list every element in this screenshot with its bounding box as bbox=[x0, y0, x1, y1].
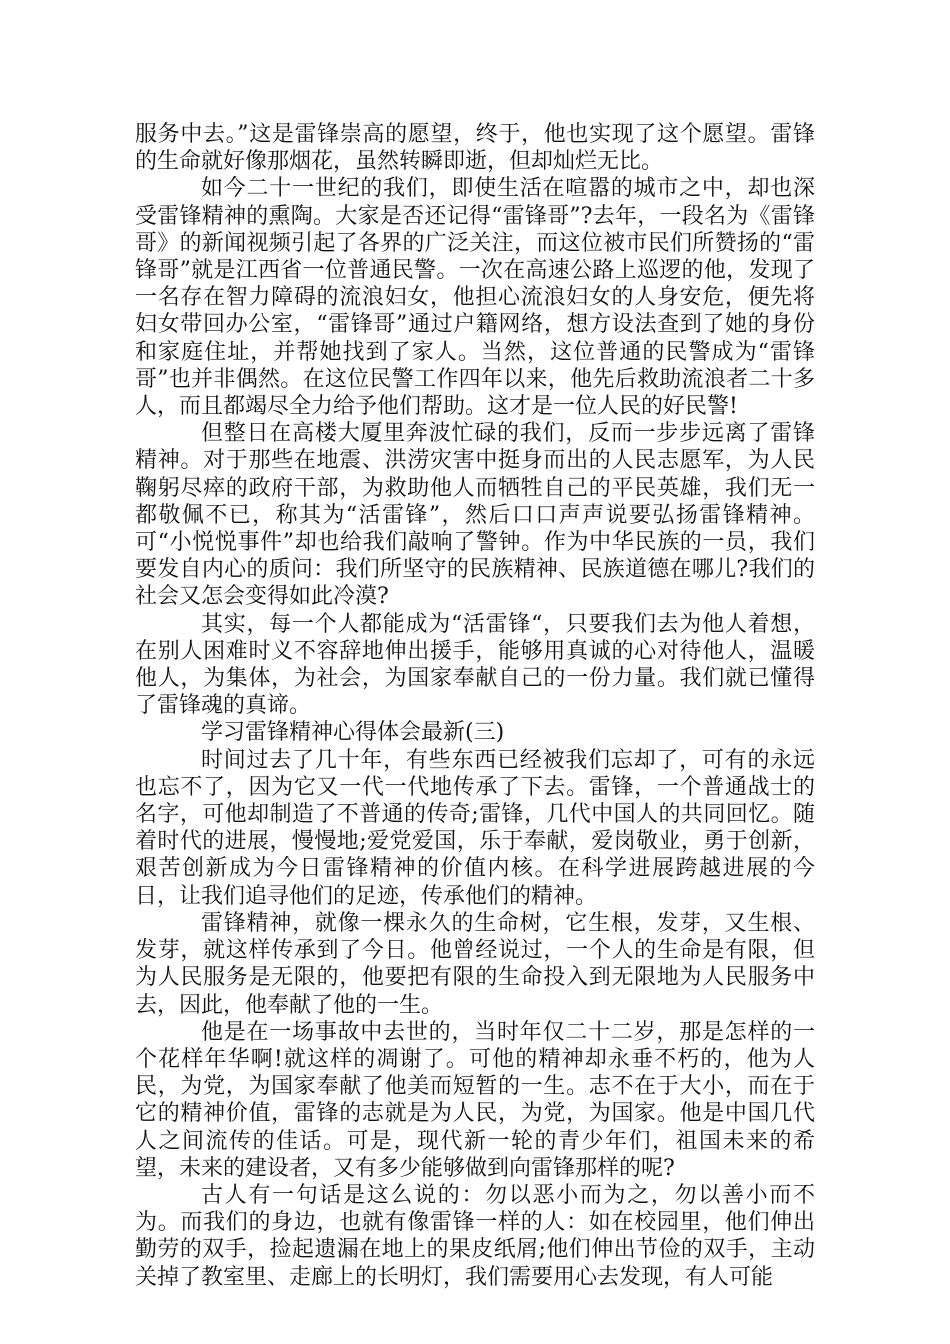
paragraph-1: 服务中去。”这是雷锋崇高的愿望，终于，他也实现了这个愿望。雷锋的生命就好像那烟花，虽然转瞬即逝，但却灿烂无比。 bbox=[135, 122, 815, 175]
paragraph-6: 雷锋精神，就像一棵永久的生命树，它生根，发芽，又生根、发芽，就这样传承到了今日。他曾经说过，一个人的生命是有限，但为人民服务是无限的，他要把有限的生命投入到无限地为人民服务中去，因此，他奉献了他的一生。 bbox=[135, 910, 815, 1018]
document-body bbox=[135, 121, 815, 1291]
paragraph-7: 他是在一场事故中去世的，当时年仅二十二岁，那是怎样的一个花样年华啊!就这样的凋谢了。可他的精神却永垂不朽的，他为人民，为党，为国家奉献了他美而短暂的一生。志不在于大小，而在于它的精神价值，雷锋的志就是为人民，为党，为国家。他是中国几代人之间流传的佳话。可是，现代新一轮的青少年们，祖国未来的希望，未来的建设者，又有多少能够做到向雷锋那样的呢? bbox=[135, 1019, 815, 1181]
paragraph-3: 但整日在高楼大厦里奔波忙碌的我们，反而一步步远离了雷锋精神。对于那些在地震、洪涝灾害中挺身而出的人民志愿军，为人民鞠躬尽瘁的政府干部，为救助他人而牺牲自己的平民英雄，我们无一都敬佩不已，称其为“活雷锋”，然后口口声声说要弘扬雷锋精神。可“小悦悦事件”却也给我们敲响了警钟。作为中华民族的一员，我们要发自内心的质问：我们所坚守的民族精神、民族道德在哪儿?我们的社会又怎会变得如此冷漠? bbox=[135, 421, 815, 610]
paragraph-4: 其实，每一个人都能成为“活雷锋“，只要我们去为他人着想，在别人困难时义不容辞地伸出援手，能够用真诚的心对待他人，温暖他人，为集体，为社会，为国家奉献自己的一份力量。我们就已懂得了雷锋魂的真谛。 bbox=[135, 611, 815, 719]
paragraph-2: 如今二十一世纪的我们，即使生活在喧嚣的城市之中，却也深受雷锋精神的熏陶。大家是否还记得“雷锋哥”?去年，一段名为《雷锋哥》的新闻视频引起了各界的广泛关注，而这位被市民们所赞扬的“雷锋哥”就是江西省一位普通民警。一次在高速公路上巡逻的他，发现了一名存在智力障碍的流浪妇女，他担心流浪妇女的人身安危，便先将妇女带回办公室，“雷锋哥”通过户籍网络，想方设法查到了她的身份和家庭住址，并帮她找到了家人。当然，这位普通的民警成为“雷锋哥”也并非偶然。在这位民警工作四年以来，他先后救助流浪者二十多人，而且都竭尽全力给予他们帮助。这才是一位人民的好民警! bbox=[135, 176, 815, 420]
paragraph-8: 古人有一句话是这么说的：勿以恶小而为之，勿以善小而不为。而我们的身边，也就有像雷锋一样的人：如在校园里，他们伸出勤劳的双手，捡起遗漏在地上的果皮纸屑;他们伸出节俭的双手，主动关掉了教室里、走廊上的长明灯，我们需要用心去发现，有人可能 bbox=[135, 1182, 815, 1290]
section-heading: 学习雷锋精神心得体会最新(三) bbox=[201, 720, 505, 746]
paragraph-5: 时间过去了几十年，有些东西已经被我们忘却了，可有的永远也忘不了，因为它又一代一代地传承了下去。雷锋，一个普通战士的名字，可他却制造了不普通的传奇;雷锋，几代中国人的共同回忆。随着时代的进展，慢慢地;爱党爱国，乐于奉献，爱岗敬业，勇于创新，艰苦创新成为今日雷锋精神的价值内核。在科学进展跨越进展的今日，让我们追寻他们的足迹，传承他们的精神。 bbox=[135, 747, 815, 909]
